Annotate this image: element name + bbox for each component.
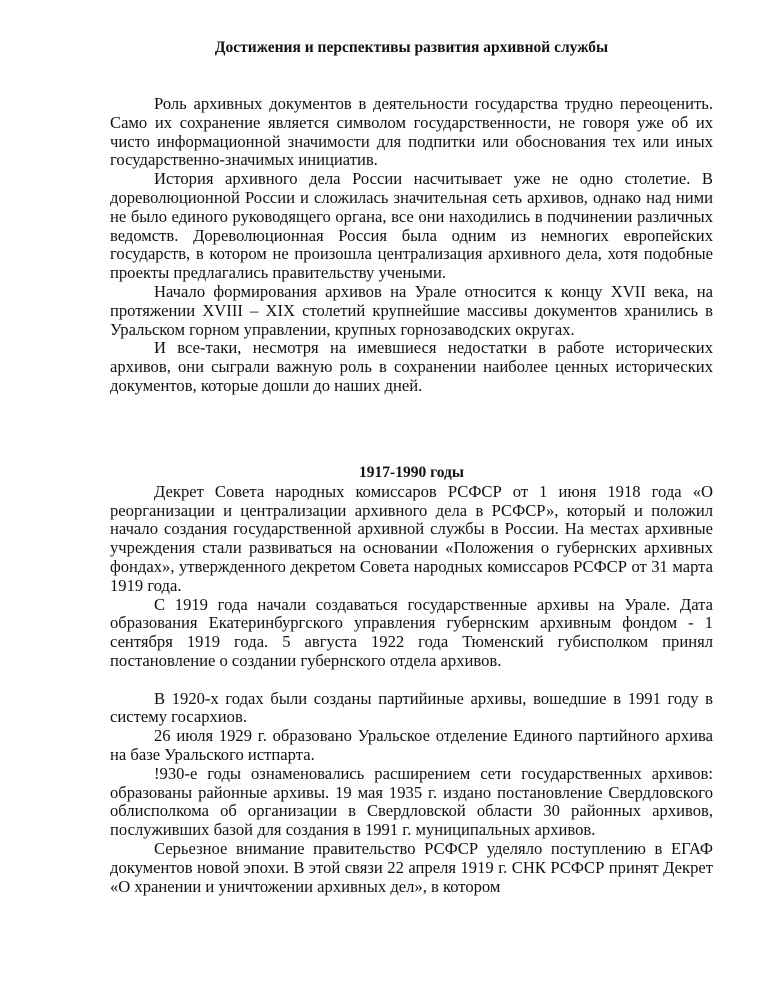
paragraph: 26 июля 1929 г. образовано Уральское отделение Единого партийного архива на базе Уральского истпарта. (110, 726, 713, 764)
paragraph: В 1920-х годах были созданы партийиные архивы, вошедшие в 1991 году в систему госархиов. (110, 688, 713, 727)
history-section (110, 464, 713, 896)
paragraph: Роль архивных документов в деятельности государства трудно переоценить. Само их сохранение является символом государственности, не говоря уже об их чисто информационной значимости для подпитки или обоснования тех или иных государственно-значимых инициатив. (110, 94, 713, 170)
paragraph: И все-таки, несмотря на имевшиеся недостатки в работе исторических архивов, они сыграли важную роль в сохранении наиболее ценных исторических документов, которые дошли до наших дней. (110, 338, 713, 395)
document-title: Достижения и перспективы развития архивной службы (214, 39, 609, 56)
paragraph: История архивного дела России насчитывает уже не одно столетие. В дореволюционной России и сложилась значительная сеть архивов, однако над ними не было единого руководящего органа, все они находились в подчинении различных ведомств. Дореволюционная Россия была одним из немногих европейских государств, в котором не произошла централизация архивного дела, хотя подобные проекты предлагались правительству учеными. (110, 169, 713, 283)
paragraph: Декрет Совета народных комиссаров РСФСР от 1 июня 1918 года «О реорганизации и централизации архивного дела в РСФСР», который и положил начало создания государственной архивной службы в России. На местах архивные учреждения стали развиваться на основании «Положения о губернских архивных фондах», утвержденного декретом Совета народных комиссаров РСФСР от 31 марта 1919 года. (110, 481, 713, 595)
section-heading: 1917-1990 годы (359, 464, 464, 481)
blank-line (110, 671, 713, 690)
paragraph: С 1919 года начали создаваться государственные архивы на Урале. Дата образования Екатеринбургского управления губернским архивным фондом - 1 сентября 1919 года. 5 августа 1922 года Тюменский губисполком принял постановление о создании губернского отдела архивов. (110, 594, 713, 670)
paragraph: Серьезное внимание правительство РСФСР уделяло поступлению в ЕГАФ документов новой эпохи. В этой связи 22 апреля 1919 г. СНК РСФСР принят Декрет «О хранении и уничтожении архивных дел», в котором (110, 838, 713, 896)
paragraph: !930-е годы ознаменовались расширением сети государственных архивов: образованы районные архивы. 19 мая 1935 г. издано постановление Свердловского облисполкома об организации в Свердловской области 30 районных архивов, послуживших базой для создания в 1991 г. муниципальных архивов. (110, 763, 713, 840)
intro-section (110, 95, 713, 396)
paragraph: Начало формирования архивов на Урале относится к концу XVII века, на протяжении XVIII – XIX столетий крупнейшие массивы документов хранились в Уральском горном управлении, крупных горнозаводских округах. (110, 281, 713, 339)
